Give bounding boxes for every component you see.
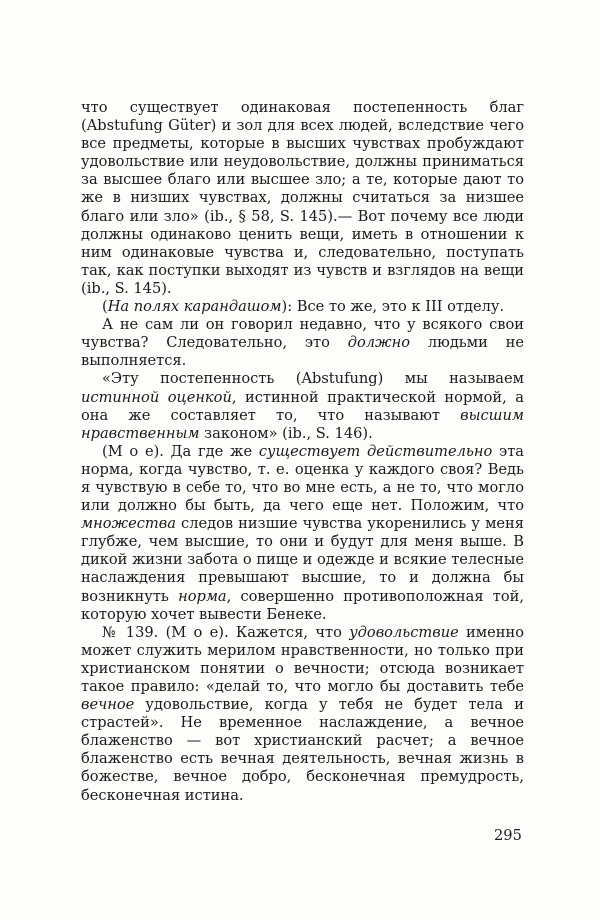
paragraph — [81, 316, 524, 370]
text-run: что существует одинаковая постепенность благ (Abstufung Güter) и зол для всех людей, вследствие чего все предметы, которые в высших чувствах пробуждают удовольствие или неудовольствие, должны приниматься за высшее благо или высшее зло; а те, которые дают то же в низших чувствах, должны считаться за низшее благо или зло» (ib., § 58, S. 145).— Вот почему все люди должны одинаково ценить вещи, иметь в отношении к ним одинаковые чувства и, следовательно, поступать так, как поступки выходят из чувств и взглядов на вещи (ib., S. 145). — [81, 99, 524, 297]
italic-text: существует действительно — [258, 442, 493, 460]
paragraph — [81, 99, 524, 298]
italic-text: должно — [347, 334, 411, 352]
text-run: , совершенно противоположная той, которую хочет вывести Бенеке. — [81, 587, 524, 623]
text-run: (М о е). Да где же — [102, 442, 259, 460]
text-run: ): Все то же, это к III отделу. — [281, 298, 505, 316]
italic-text: высшим нравственным — [81, 406, 524, 442]
text-run: ( — [102, 298, 108, 316]
paragraph — [81, 443, 524, 624]
italic-text: удовольствие — [349, 623, 459, 641]
paragraph — [81, 298, 524, 316]
text-run: законом» (ib., S. 146). — [199, 424, 373, 442]
paragraph — [81, 370, 524, 442]
text-run: эта норма, когда чувство, т. е. оценка у каждого своя? Ведь я чувствую в себе то, что во мне есть, а не то, что могло или должно бы быть, да чего еще нет. Положим, что — [81, 442, 524, 515]
text-run: № 139. (М о е). Кажется, что — [102, 623, 350, 641]
text-run: , истинной практической нормой, а она же составляет то, что называют — [81, 388, 524, 424]
italic-text: вечное — [81, 696, 135, 714]
text-run: людьми не выполняется. — [81, 334, 524, 370]
text-run: А не сам ли он говорил недавно, что у всякого свои чувства? Следовательно, это — [81, 316, 524, 352]
text-run: следов низшие чувства укоренились у меня глубже, чем высшие, то они и будут для меня выше. В дикой жизни забота о пище и одежде и всякие телесные наслаждения превышают высшие, то и должна бы возникнуть — [81, 515, 524, 605]
paragraph — [81, 624, 524, 805]
italic-text: множества — [81, 515, 176, 533]
text-run: удовольствие, когда у тебя не будет тела и страстей». Не временное наслаждение, а вечное блаженство — вот христианский расчет; а вечное блаженство есть вечная деятельность, вечная жизнь в божестве, вечное добро, бесконечная премудрость, бесконечная истина. — [81, 696, 524, 804]
italic-text: На полях карандашом — [107, 298, 282, 316]
italic-text: истинной оценкой — [81, 388, 232, 406]
page-number: 295 — [494, 827, 522, 844]
italic-text: норма — [178, 587, 227, 605]
text-run: «Эту постепенность (Abstufung) мы называем — [102, 370, 524, 388]
text-run: именно может служить мерилом нравственности, но только при христианском понятии о вечности; отсюда возникает такое правило: «делай то, что могло бы доставить тебе — [81, 623, 525, 695]
body-text — [81, 99, 524, 805]
